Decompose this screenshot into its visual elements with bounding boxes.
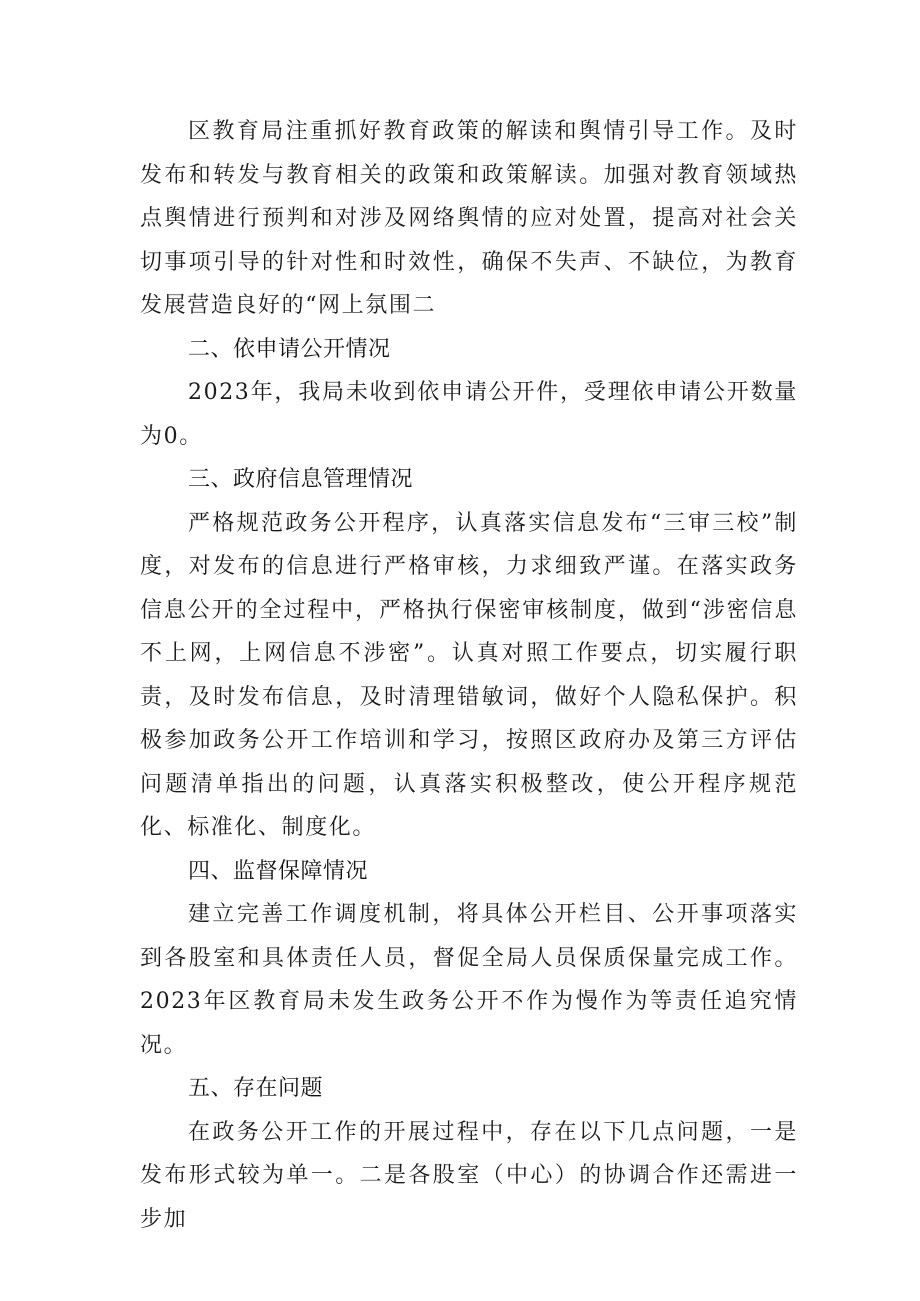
paragraph-existing-problems: 在政务公开工作的开展过程中，存在以下几点问题，一是发布形式较为单一。二是各股室（中心）的协调合作还需进一步加 (140, 1119, 798, 1232)
section-heading-application-disclosure: 二、依申请公开情况 (188, 336, 391, 362)
section-heading-information-management: 三、政府信息管理情况 (188, 467, 414, 492)
paragraph-information-management: 严格规范政务公开程序，认真落实信息发布“三审三校”制度，对发布的信息进行严格审核，力求细致严谨。在落实政务信息公开的全过程中，严格执行保密审核制度，做到“涉密信息不上网，上网信息不涉密”。认真对照工作要点，切实履行职责，及时发布信息，及时清理错敏词，做好个人隐私保护。积极参加政务公开工作培训和学习，按照区政府办及第三方评估问题清单指出的问题，认真落实积极整改，使公开程序规范化、标准化、制度化。 (140, 510, 798, 840)
section-heading-supervision: 四、监督保障情况 (188, 858, 369, 884)
section-heading-existing-problems: 五、存在问题 (188, 1076, 324, 1101)
paragraph-supervision: 建立完善工作调度机制，将具体公开栏目、公开事项落实到各股室和具体责任人员，督促全局人员保质保量完成工作。2023年区教育局未发生政务公开不作为慢作为等责任追究情况。 (140, 902, 798, 1058)
paragraph-policy-interpretation: 区教育局注重抓好教育政策的解读和舆情引导工作。及时发布和转发与教育相关的政策和政策解读。加强对教育领域热点舆情进行预判和对涉及网络舆情的应对处置，提高对社会关切事项引导的针对性和时效性，确保不失声、不缺位，为教育发展营造良好的“网上氛围二 (140, 119, 798, 318)
paragraph-application-disclosure: 2023年，我局未收到依申请公开件，受理依申请公开数量为0。 (140, 380, 798, 449)
document-page (140, 110, 798, 1241)
